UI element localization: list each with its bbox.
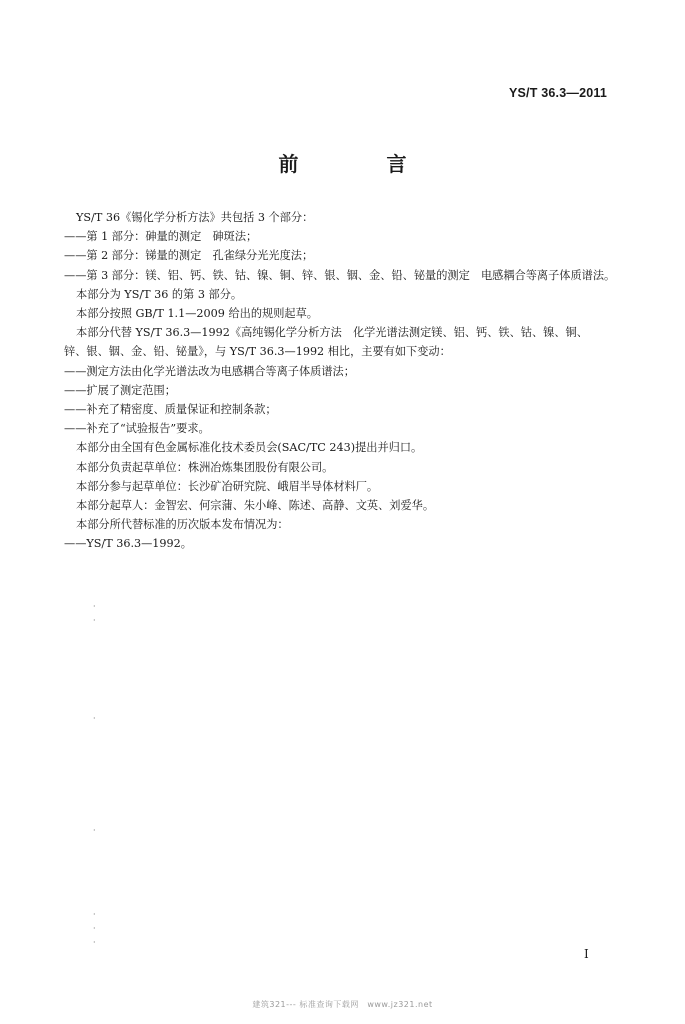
footer-watermark: 建筑321--- 标准查询下载网 www.jz321.net — [252, 1000, 433, 1009]
foreword-body — [64, 208, 624, 554]
paragraph-line: 本部分由全国有色金属标准化技术委员会(SAC/TC 243)提出并归口。 — [76, 441, 423, 455]
paragraph-line: ——第 2 部分：锑量的测定 孔雀绿分光光度法； — [64, 249, 314, 263]
paragraph-line: YS/T 36《锡化学分析方法》共包括 3 个部分： — [76, 211, 314, 224]
paragraph-line: 本部分所代替标准的历次版本发布情况为： — [76, 518, 289, 532]
paragraph-line: 锌、银、铟、金、铅、铋量》，与 YS/T 36.3—1992 相比，主要有如下变动： — [64, 345, 451, 359]
paragraph-line: 本部分为 YS/T 36 的第 3 部分。 — [76, 287, 243, 301]
page-number: I — [584, 947, 589, 961]
paragraph-line: ——扩展了测定范围； — [64, 383, 176, 397]
paragraph-line: 本部分参与起草单位：长沙矿冶研究院、峨眉半导体材料厂。 — [76, 479, 379, 493]
paragraph-line: ——第 1 部分：砷量的测定 砷斑法； — [64, 230, 258, 244]
paragraph-line: 本部分按照 GB/T 1.1—2009 给出的规则起草。 — [76, 307, 318, 321]
paragraph-line: ——补充了“试验报告”要求。 — [64, 422, 210, 436]
paragraph-line: ——第 3 部分：镁、铝、钙、铁、钴、镍、铜、锌、银、铟、金、铅、铋量的测定 电感耦合等离子体质谱法。 — [64, 268, 616, 282]
page-title: 前 言 — [278, 152, 441, 176]
paragraph-line: ——补充了精密度、质量保证和控制条款； — [64, 403, 277, 417]
paragraph-line: ——测定方法由化学光谱法改为电感耦合等离子体质谱法； — [64, 364, 355, 378]
standard-code: YS/T 36.3—2011 — [508, 86, 607, 100]
paragraph-line: 本部分代替 YS/T 36.3—1992《高纯锡化学分析方法 化学光谱法测定镁、铝、钙、铁、钴、镍、铜、 — [76, 326, 588, 340]
paragraph-line: 本部分负责起草单位：株洲冶炼集团股份有限公司。 — [76, 460, 334, 474]
paragraph-line: 本部分起草人：金智宏、何宗蒲、朱小峰、陈述、高静、文英、刘爱华。 — [76, 499, 435, 513]
scan-artifact-dots: · · · · · · · — [93, 602, 96, 947]
paragraph-line: ——YS/T 36.3—1992。 — [64, 537, 192, 551]
